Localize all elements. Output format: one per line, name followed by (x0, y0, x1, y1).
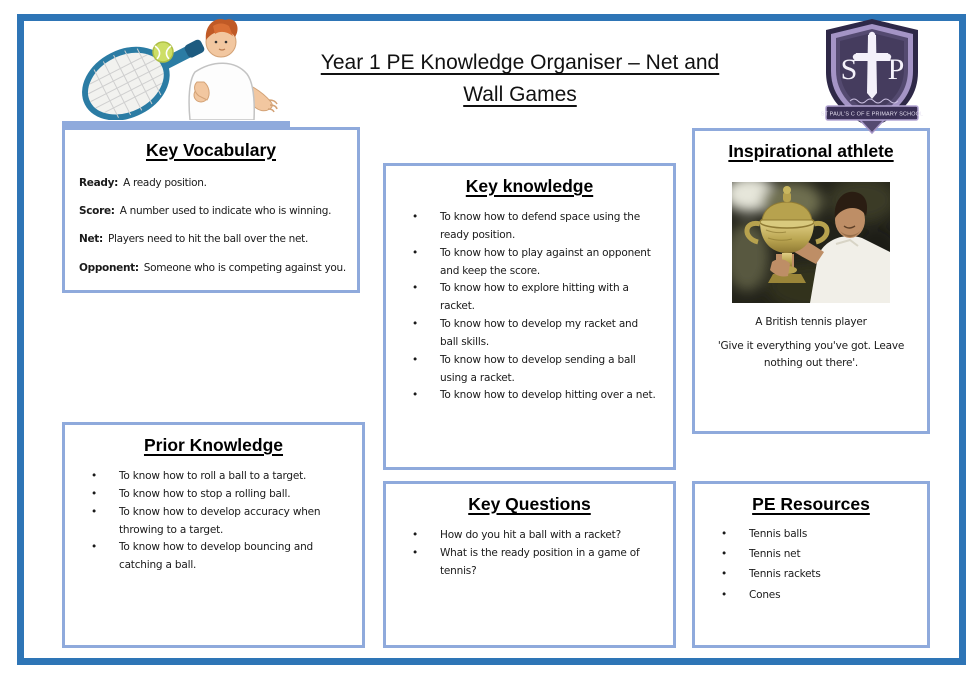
bullet-text: • Tennis net (749, 548, 801, 561)
vocab-term: Ready: (79, 177, 119, 189)
vocab-definition: Someone who is competing against you. (143, 261, 346, 274)
bullet-text: • Cones (749, 588, 781, 601)
vocab-definition: A number used to indicate who is winning. (119, 205, 332, 218)
vocab-term: Net: (79, 233, 103, 246)
school-crest-logo (812, 15, 932, 137)
athlete-quote: 'Give it everything you've got. Leave nothing out there'. (717, 340, 905, 369)
bullet-text: • To know how to explore hitting with a racket. (440, 282, 629, 313)
bullet-item (87, 486, 346, 504)
vocab-term: Score: (79, 205, 115, 218)
bullet-text: • To know how to develop accuracy when throwing to a target. (119, 505, 321, 536)
athlete-caption: A British tennis player (755, 316, 867, 328)
bullet-text: • To know how to stop a rolling ball. (119, 487, 291, 500)
bullet-item (408, 280, 657, 316)
bullet-item (717, 567, 911, 582)
bullet-text: • To know how to defend space using the ready position. (440, 211, 640, 241)
bullet-text: • To know how to develop bouncing and catching a ball. (119, 541, 314, 572)
bullet-text: • To know how to roll a ball to a target. (119, 470, 307, 482)
bullet-item (408, 352, 657, 388)
key-knowledge-heading: Key knowledge (465, 176, 594, 196)
key-questions-heading: Key Questions (468, 494, 591, 514)
page-title-line-1: Year 1 PE Knowledge Organiser – Net and (320, 51, 720, 74)
vocab-definition: A ready position. (123, 177, 207, 189)
key-knowledge-box (383, 163, 676, 470)
vocab-list (65, 161, 357, 275)
bullet-item (408, 209, 657, 245)
prior-knowledge-heading: Prior Knowledge (143, 435, 284, 455)
key-questions-list (386, 515, 673, 581)
prior-knowledge-box (62, 422, 365, 648)
page-title (280, 47, 760, 111)
bullet-item (408, 527, 657, 545)
key-vocabulary-box (62, 127, 360, 293)
bullet-item (408, 387, 657, 405)
prior-knowledge-list (65, 456, 362, 575)
inspirational-athlete-heading: Inspirational athlete (728, 141, 894, 161)
bullet-text: • To know how to develop hitting over a net. (440, 389, 656, 402)
bullet-text: • To know how to develop my racket and ball skills. (440, 318, 638, 348)
vocab-entry (79, 204, 347, 218)
bullet-text: • Tennis balls (749, 528, 808, 540)
tennis-player-clipart (73, 12, 280, 120)
pe-resources-heading: PE Resources (752, 494, 870, 514)
vocab-term: Opponent: (79, 261, 139, 274)
bullet-text: • Tennis rackets (749, 568, 821, 581)
bullet-text: • To know how to play against an opponent and keep the score. (440, 246, 651, 277)
crest-point (860, 120, 884, 133)
vocab-entry (79, 232, 347, 246)
bullet-item (87, 504, 346, 540)
bullet-item (717, 588, 911, 603)
vocab-entry (79, 261, 347, 275)
bullet-item (87, 539, 346, 575)
bullet-text: • To know how to develop sending a ball using a racket. (440, 353, 636, 384)
vocab-definition: Players need to hit the ball over the net. (107, 233, 309, 246)
bullet-item (87, 468, 346, 486)
page-title-line-2: Wall Games (463, 83, 577, 106)
crest-banner-text: ST PAUL'S C OF E PRIMARY SCHOOL (820, 111, 924, 118)
pe-resources-list (695, 515, 927, 603)
bullet-item (408, 316, 657, 352)
athlete-photo (732, 182, 890, 303)
bullet-item (408, 545, 657, 581)
inspirational-athlete-box (692, 128, 930, 434)
bullet-item (717, 547, 911, 562)
bullet-item (408, 245, 657, 281)
vocab-entry (79, 176, 347, 190)
key-questions-box (383, 481, 676, 648)
bullet-text: • What is the ready position in a game of tennis? (440, 546, 640, 577)
tennis-ball (153, 42, 173, 62)
key-vocabulary-heading: Key Vocabulary (145, 140, 276, 160)
bullet-text: • How do you hit a ball with a racket? (440, 529, 621, 541)
crest-initial-p: P (887, 53, 905, 86)
crest-initial-s: S (840, 53, 858, 86)
bullet-item (717, 527, 911, 542)
pe-resources-box (692, 481, 930, 648)
key-knowledge-list (386, 197, 673, 405)
